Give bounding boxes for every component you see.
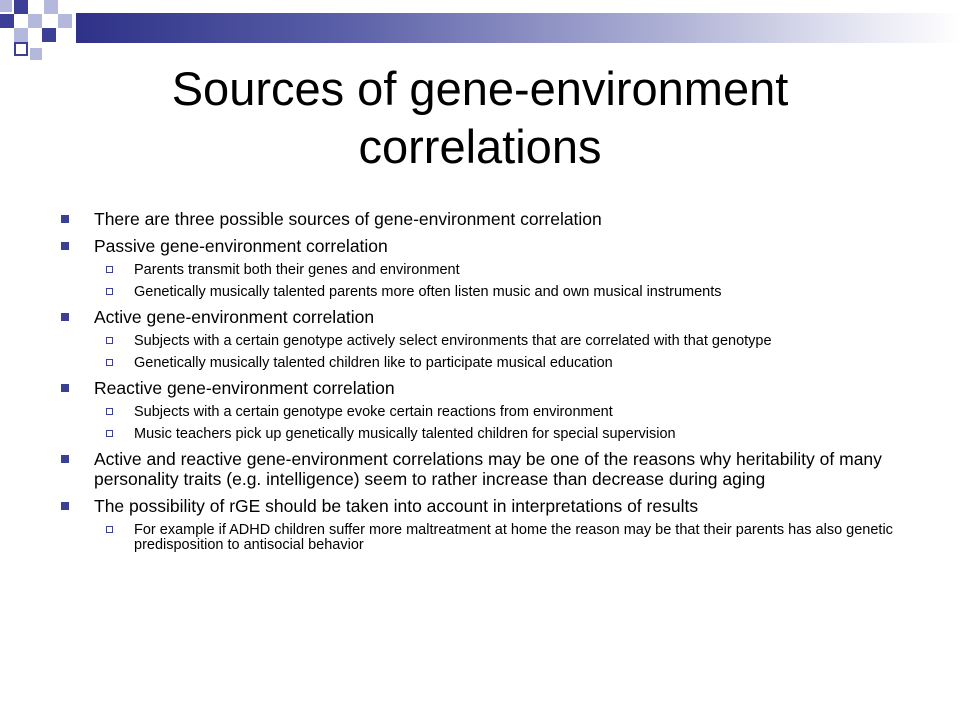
deco-square (0, 0, 12, 12)
hollow-square-bullet-icon (106, 337, 113, 344)
bullet-text: Passive gene-environment correlation (94, 236, 388, 256)
title-line-2: correlations (358, 120, 602, 173)
deco-square (44, 0, 58, 14)
bullet-item (58, 496, 908, 516)
header-band (76, 13, 960, 43)
bullet-text: Reactive gene-environment correlation (94, 378, 395, 398)
deco-square (30, 48, 42, 60)
sub-bullet-text: Parents transmit both their genes and environment (134, 262, 460, 278)
bullet-item (58, 209, 908, 229)
sub-bullet-text: Genetically musically talented children like to participate musical education (134, 355, 613, 371)
square-bullet-icon (61, 313, 69, 321)
deco-square (14, 28, 28, 42)
sub-bullet-item (106, 405, 908, 420)
sub-bullet-text: Subjects with a certain genotype actively select environments that are correlated with that genotype (134, 333, 772, 349)
hollow-square-bullet-icon (106, 359, 113, 366)
deco-square (28, 14, 42, 28)
deco-square (42, 28, 56, 42)
sub-bullet-text: Music teachers pick up genetically musically talented children for special supervision (134, 426, 676, 442)
square-bullet-icon (61, 242, 69, 250)
square-bullet-icon (61, 384, 69, 392)
square-bullet-icon (61, 502, 69, 510)
bullet-text: There are three possible sources of gene-environment correlation (94, 209, 602, 229)
bullet-text: Active gene-environment correlation (94, 307, 375, 327)
hollow-square-bullet-icon (106, 266, 113, 273)
deco-square (14, 0, 28, 14)
sub-bullet-item (106, 285, 908, 300)
hollow-square-bullet-icon (106, 526, 113, 533)
sub-bullet-item (106, 427, 908, 442)
hollow-square-bullet-icon (106, 288, 113, 295)
bullet-item (58, 449, 908, 489)
sub-bullet-text: For example if ADHD children suffer more maltreatment at home the reason may be that their parents has also genetic predisposition to antisocial behavior (134, 522, 893, 553)
bullet-list (58, 209, 908, 560)
bullet-text: Active and reactive gene-environment correlations may be one of the reasons why heritability of many personality traits (e.g. intelligence) seem to rather increase than decrease during aging (94, 449, 882, 489)
square-bullet-icon (61, 455, 69, 463)
bullet-text: The possibility of rGE should be taken into account in interpretations of results (94, 496, 699, 516)
hollow-square-bullet-icon (106, 430, 113, 437)
sub-bullet-item (106, 523, 908, 553)
deco-square (58, 14, 72, 28)
sub-bullet-text: Genetically musically talented parents more often listen music and own musical instruments (134, 284, 722, 300)
sub-bullet-item (106, 263, 908, 278)
bullet-item (58, 307, 908, 327)
square-bullet-icon (61, 215, 69, 223)
sub-bullet-text: Subjects with a certain genotype evoke certain reactions from environment (134, 404, 613, 420)
bullet-item (58, 378, 908, 398)
deco-square (14, 42, 28, 56)
title-line-1: Sources of gene-environment (171, 62, 789, 115)
hollow-square-bullet-icon (106, 408, 113, 415)
deco-square (0, 14, 14, 28)
sub-bullet-item (106, 356, 908, 371)
bullet-item (58, 236, 908, 256)
sub-bullet-item (106, 334, 908, 349)
slide-title (60, 60, 900, 176)
